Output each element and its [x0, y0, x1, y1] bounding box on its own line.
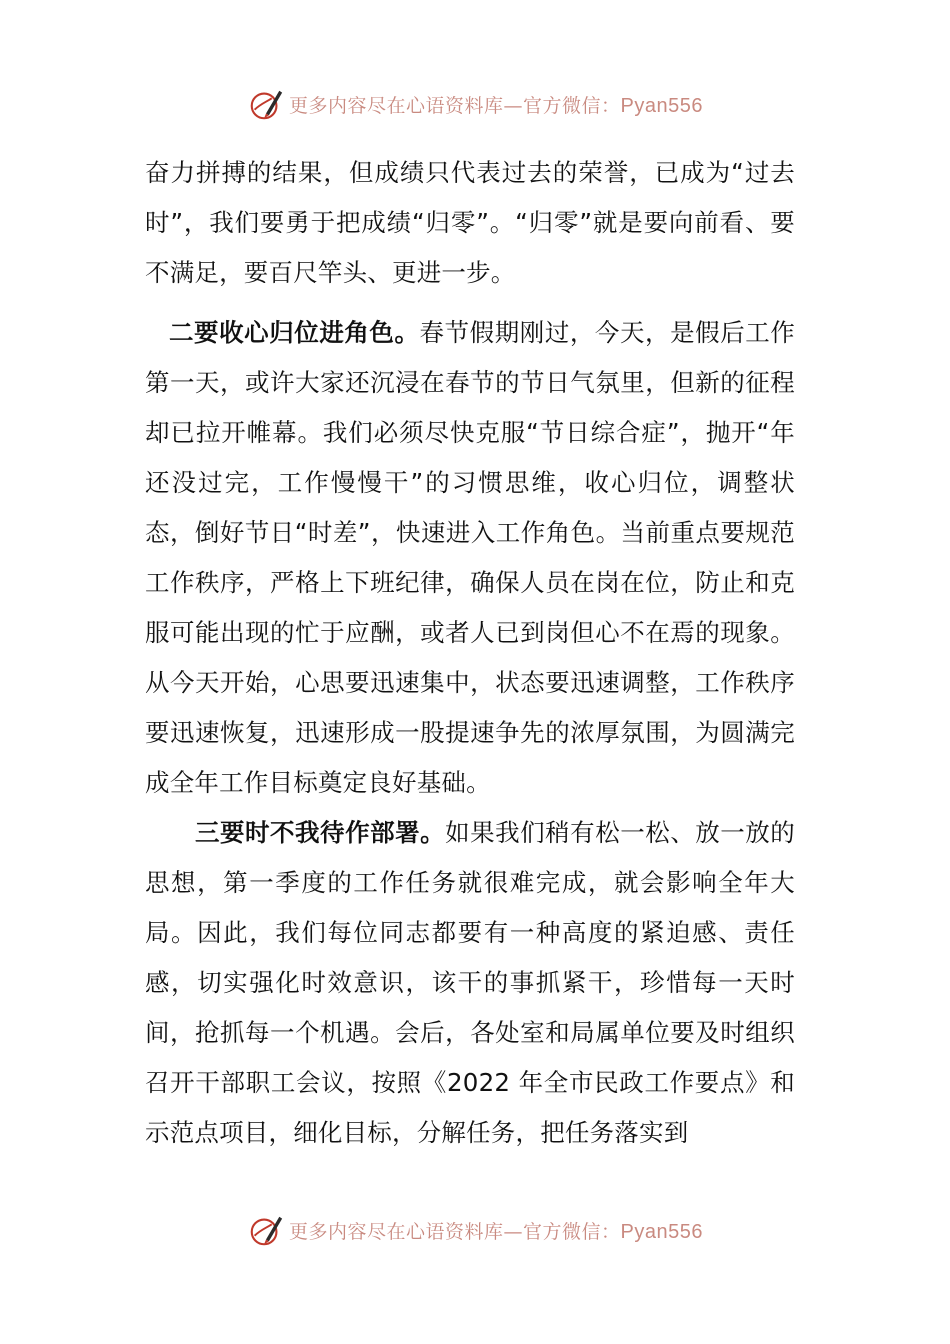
paragraph-3	[145, 808, 795, 1158]
pen-logo-icon	[247, 1211, 285, 1249]
watermark-wechat-id: Pyan556	[620, 1220, 703, 1243]
paragraph-2	[145, 308, 795, 808]
pen-logo-icon	[247, 85, 285, 123]
paragraph-1: 奋力拼搏的结果，但成绩只代表过去的荣誉，已成为“过去时”，我们要勇于把成绩“归零”。“归零”就是要向前看、要不满足，要百尺竿头、更进一步。	[145, 158, 795, 287]
footer-watermark	[0, 1210, 950, 1250]
section-heading-2: 二要收心归位进角色。	[169, 318, 420, 347]
document-body	[145, 148, 795, 1158]
paragraph-2-text: 春节假期刚过，今天，是假后工作第一天，或许大家还沉浸在春节的节日气氛里，但新的征程却已拉开帷幕。我们必须尽快克服“节日综合症”，抛开“年还没过完，工作慢慢干”的习惯思维，收心归位，调整状态，倒好节日“时差”，快速进入工作角色。当前重点要规范工作秩序，严格上下班纪律，确保人员在岗在位，防止和克服可能出现的忙于应酬，或者人已到岗但心不在焉的现象。从今天开始，心思要迅速集中，状态要迅速调整，工作秩序要迅速恢复，迅速形成一股提速争先的浓厚氛围，为圆满完成全年工作目标奠定良好基础。	[145, 318, 796, 797]
watermark-wechat-id: Pyan556	[620, 94, 703, 117]
section-heading-3: 三要时不我待作部署。	[195, 818, 446, 847]
header-watermark	[0, 84, 950, 124]
paragraph-3-text: 如果我们稍有松一松、放一放的思想，第一季度的工作任务就很难完成，就会影响全年大局。因此，我们每位同志都要有一种高度的紧迫感、责任感，切实强化时效意识，该干的事抓紧干，珍惜每一天时间，抢抓每一个机遇。会后，各处室和局属单位要及时组织召开干部职工会议，按照《2022 年全市民政工作要点》和示范点项目，细化目标，分解任务，把任务落实到	[145, 818, 795, 1147]
watermark-text: 更多内容尽在心语资料库—官方微信：Pyan556	[289, 1220, 703, 1243]
watermark-text: 更多内容尽在心语资料库—官方微信：Pyan556	[289, 94, 703, 117]
